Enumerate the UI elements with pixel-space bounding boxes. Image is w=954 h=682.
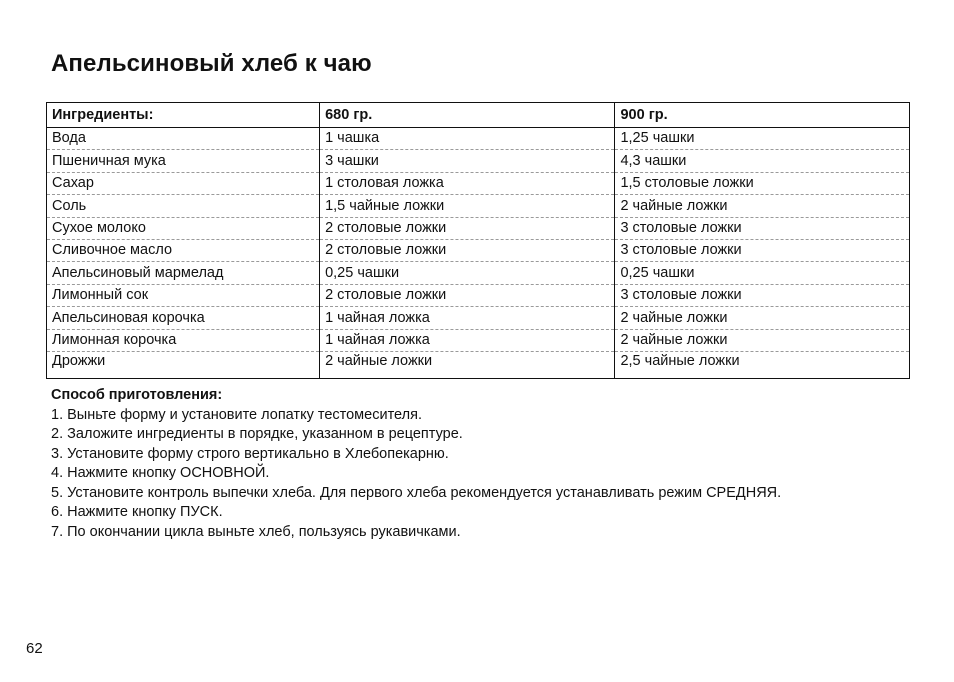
- method-step: 1. Выньте форму и установите лопатку тестомесителя.: [51, 406, 422, 423]
- ingredient-name: Пшеничная мука: [47, 150, 320, 172]
- method-step: 5. Установите контроль выпечки хлеба. Для первого хлеба рекомендуется устанавливать режим СРЕДНЯЯ.: [51, 484, 782, 501]
- column-header-ingredients: Ингредиенты:: [47, 103, 320, 128]
- amount-680g: 1 чашка: [320, 128, 615, 150]
- method-step: 2. Заложите ингредиенты в порядке, указанном в рецептуре.: [51, 426, 463, 442]
- amount-900g: 2,5 чайные ложки: [620, 352, 740, 369]
- table-header-row: [47, 103, 910, 128]
- method-step: 4. Нажмите кнопку ОСНОВНОЙ.: [51, 465, 270, 481]
- column-header-680g: 680 гр.: [320, 103, 615, 128]
- table-row: [47, 284, 910, 306]
- table-row: [47, 150, 910, 172]
- ingredient-name: Вода: [47, 128, 320, 150]
- method-title: Способ приготовления:: [51, 387, 223, 403]
- table-row: [47, 217, 910, 239]
- table-row: [47, 195, 910, 217]
- amount-900g: 1,5 столовые ложки: [615, 172, 910, 194]
- amount-680g: 2 столовые ложки: [320, 239, 615, 261]
- amount-900g: 1,25 чашки: [615, 128, 910, 150]
- ingredient-name: Сливочное масло: [47, 239, 320, 261]
- ingredient-name: Апельсиновый мармелад: [47, 262, 320, 284]
- method-section: [51, 386, 781, 542]
- amount-680g: 3 чашки: [320, 150, 615, 172]
- ingredient-name: Соль: [47, 195, 320, 217]
- ingredient-name: Дрожжи: [47, 351, 320, 378]
- amount-680g: 2 столовые ложки: [320, 284, 615, 306]
- ingredient-name: Апельсиновая корочка: [47, 307, 320, 329]
- ingredient-name: Сухое молоко: [47, 217, 320, 239]
- amount-900g: 3 столовые ложки: [615, 284, 910, 306]
- table-row: [47, 329, 910, 351]
- amount-680g: 1,5 чайные ложки: [320, 195, 615, 217]
- page-title: Апельсиновый хлеб к чаю: [51, 50, 372, 77]
- method-step: 7. По окончании цикла выньте хлеб, пользуясь рукавичками.: [51, 523, 461, 540]
- amount-900g: 0,25 чашки: [615, 262, 910, 284]
- method-steps-list: [51, 406, 781, 543]
- table-row: [47, 351, 910, 378]
- amount-680g: 1 чайная ложка: [320, 329, 615, 351]
- table-row: [47, 239, 910, 261]
- amount-680g: 0,25 чашки: [320, 262, 615, 284]
- amount-680g: 2 чайные ложки: [320, 351, 615, 378]
- method-step: 3. Установите форму строго вертикально в Хлебопекарню.: [51, 445, 449, 462]
- table-row: [47, 128, 910, 150]
- table-row: [47, 262, 910, 284]
- amount-900g: 4,3 чашки: [615, 150, 910, 172]
- method-step: 6. Нажмите кнопку ПУСК.: [51, 504, 223, 520]
- ingredients-table: [46, 102, 910, 379]
- amount-680g: 1 чайная ложка: [320, 307, 615, 329]
- amount-680g: 2 столовые ложки: [320, 217, 615, 239]
- table-row: [47, 172, 910, 194]
- table-row: [47, 307, 910, 329]
- amount-900g: 2 чайные ложки: [615, 307, 910, 329]
- amount-900g: 2 чайные ложки: [615, 195, 910, 217]
- ingredient-name: Лимонная корочка: [47, 329, 320, 351]
- ingredient-name: Лимонный сок: [47, 284, 320, 306]
- amount-900g: 3 столовые ложки: [615, 239, 910, 261]
- page-number: 62: [26, 640, 43, 657]
- ingredient-name: Сахар: [47, 172, 320, 194]
- amount-680g: 1 столовая ложка: [320, 172, 615, 194]
- column-header-900g: 900 гр.: [615, 103, 910, 128]
- amount-900g: 3 столовые ложки: [615, 217, 910, 239]
- amount-900g: 2 чайные ложки: [615, 329, 910, 351]
